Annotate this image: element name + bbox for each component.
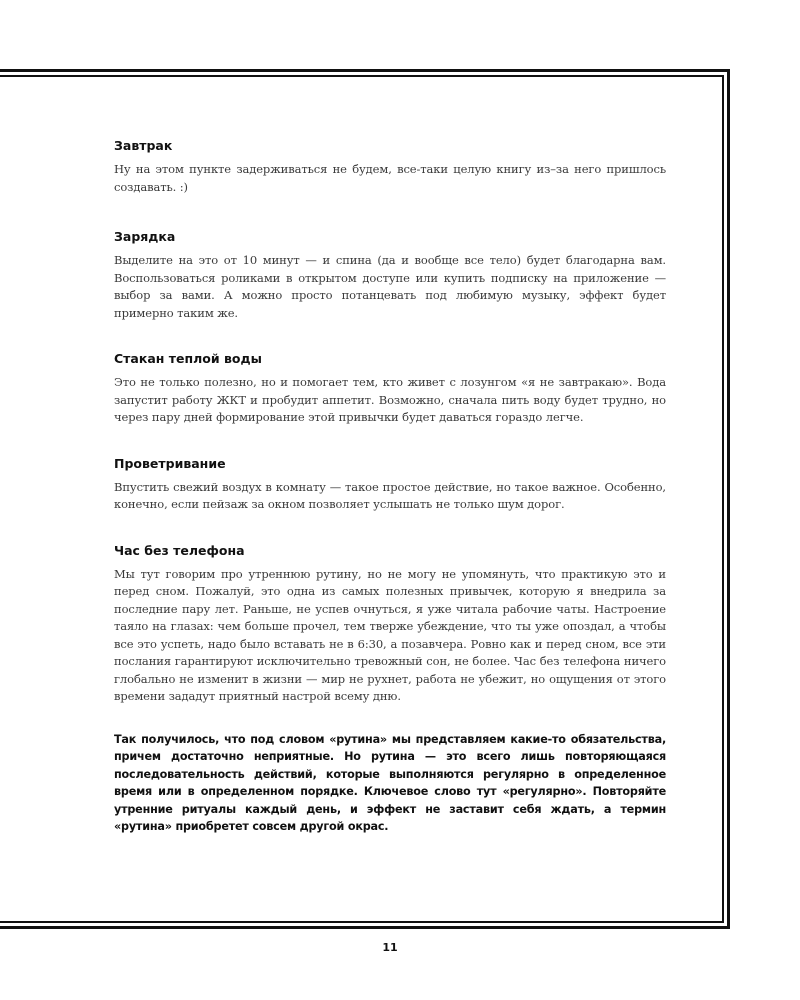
section-exercise [114, 228, 666, 322]
section-title: Зарядка [114, 229, 176, 244]
page-number: 11 [382, 941, 398, 954]
section-warm-water [114, 350, 666, 427]
section-text: Выделите на это от 10 минут — и спина (да и вообще все тело) будет благодарна вам. Воспользоваться роликами в открытом доступе или купить подписку на приложение — выбор за вами. А можно просто потанцевать под любимую музыку, эффект будет примерно таким же. [114, 253, 666, 320]
section-no-phone [114, 542, 666, 706]
section-title: Час без телефона [114, 542, 245, 558]
section-text: Мы тут говорим про утреннюю рутину, но не могу не упомянуть, что практикую это и перед сном. Пожалуй, это одна из самых полезных привычек, которую я внедрила за последние пару лет. Раньше, не успев очнуться, я уже читала рабочие чаты. Настроение таяло на глазах: чем больше прочел, тем тверже убеждение, что ты уже опоздал, а чтобы все это успеть, надо было вставать не в 6:30, а позавчера. Ровно как и перед сном, все эти послания гарантируют исключительно тревожный сон, не более. Час без телефона ничего глобально не изменит в жизни — мир не рухнет, работа не убежит, но ощущения от этого времени зададут приятный настрой всему дню. [114, 566, 666, 703]
section-text: Это не только полезно, но и помогает тем, кто живет с лозунгом «я не завтракаю». Вода запустит работу ЖКТ и пробудит аппетит. Возможно, сначала пить воду будет трудно, но через пару дней формирование этой привычки будет даваться гораздо легче. [114, 375, 666, 424]
section-text: Впустить свежий воздух в комнату — такое простое действие, но такое важное. Особенно, конечно, если пейзаж за окном позволяет услышать не только шум дорог. [114, 479, 666, 511]
section-text: Ну на этом пункте задерживаться не будем, все-таки целую книгу из–за него пришлось создавать. :) [114, 162, 666, 194]
section-title: Проветривание [114, 455, 226, 471]
page-content [114, 137, 666, 836]
section-ventilation [114, 455, 666, 514]
section-breakfast [114, 137, 666, 196]
section-title: Стакан теплой воды [114, 351, 262, 366]
section-title: Завтрак [114, 138, 173, 153]
summary-paragraph: Так получилось, что под словом «рутина» мы представляем какие-то обязательства, причем достаточно неприятные. Но рутина — это всего лишь повторяющаяся последовательность действий, которые выполняются регулярно в определенное время или в определенном порядке. Ключевое слово тут «регулярно». Повторяйте утренние ритуалы каждый день, и эффект не заставит себя ждать, а термин «рутина» приобретет совсем другой окрас. [114, 732, 666, 833]
